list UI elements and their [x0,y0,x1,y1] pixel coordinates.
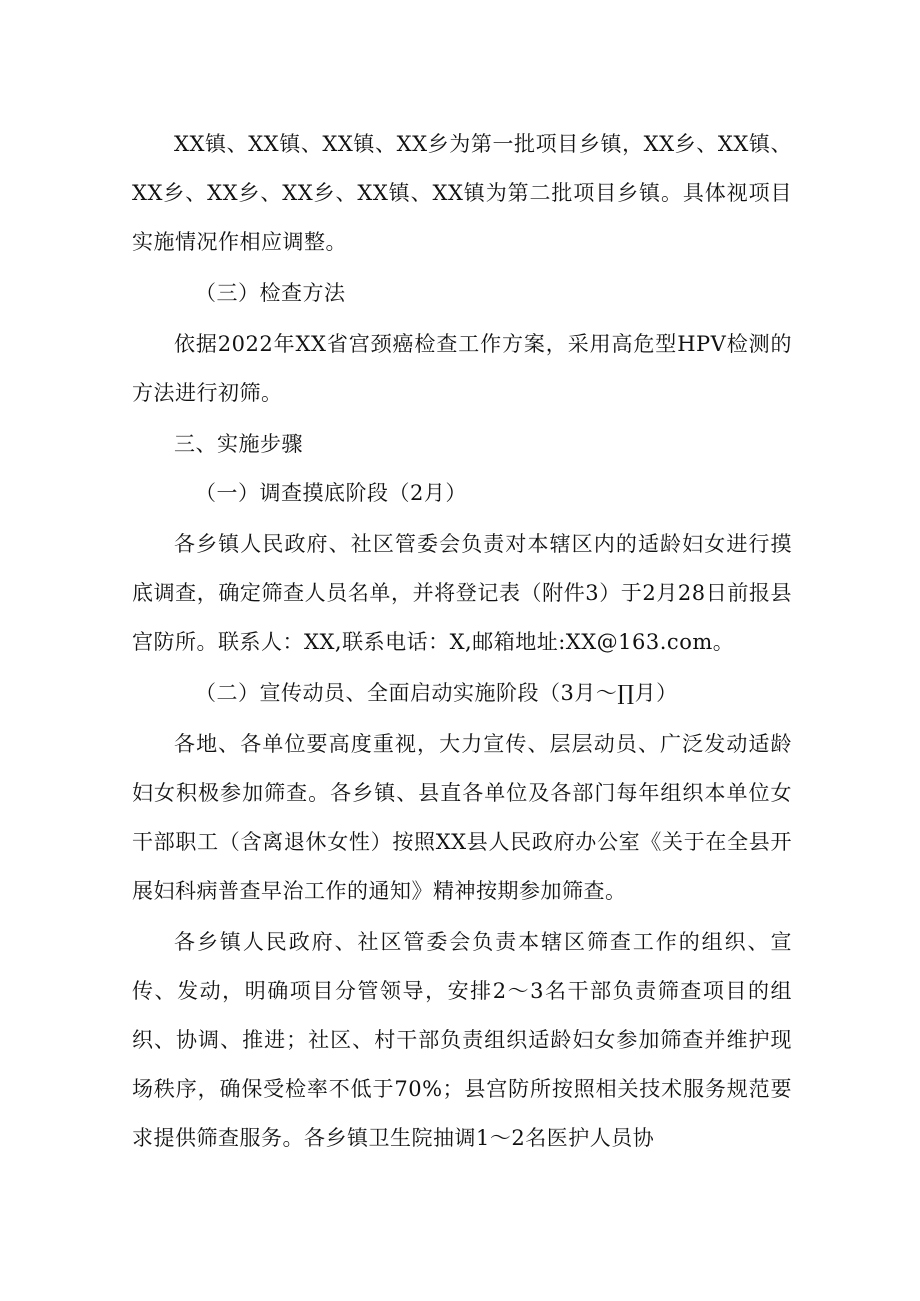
paragraph-mobilization: 各地、各单位要高度重视，大力宣传、层层动员、广泛发动适龄妇女积极参加筛查。各乡镇、县直各单位及各部门每年组织本单位女干部职工（含离退休女性）按照XX县人民政府办公室《关于在全县开展妇科病普查早治工作的通知》精神按期参加筛查。 [132,732,792,903]
heading-check-method: （三）检查方法 [195,281,346,305]
paragraph-survey-stage: 各乡镇人民政府、社区管委会负责对本辖区内的适龄妇女进行摸底调查，确定筛查人员名单，并将登记表（附件3）于2月28日前报县宫防所。联系人：XX,联系电话：X,邮箱地址:XX@163.com。 [132,532,792,654]
document-body [132,120,792,1163]
paragraph-project-townships: XX镇、XX镇、XX镇、XX乡为第一批项目乡镇，XX乡、XX镇、XX乡、XX乡、XX乡、XX镇、XX镇为第二批项目乡镇。具体视项目实施情况作相应调整。 [132,132,792,254]
paragraph-responsibilities: 各乡镇人民政府、社区管委会负责本辖区筛查工作的组织、宣传、发动，明确项目分管领导，安排2～3名干部负责筛查项目的组织、协调、推进；社区、村干部负责组织适龄妇女参加筛查并维护现场秩序，确保受检率不低于70%；县宫防所按照相关技术服务规范要求提供筛查服务。各乡镇卫生院抽调1～2名医护人员协 [132,930,792,1150]
heading-implementation-steps: 三、实施步骤 [174,432,303,456]
paragraph-check-method: 依据2022年XX省宫颈癌检查工作方案，采用高危型HPV检测的方法进行初筛。 [132,332,792,405]
heading-launch-stage: （二）宣传动员、全面启动实施阶段（3月～∏月） [195,681,678,705]
heading-survey-stage: （一）调查摸底阶段（2月） [195,481,467,505]
